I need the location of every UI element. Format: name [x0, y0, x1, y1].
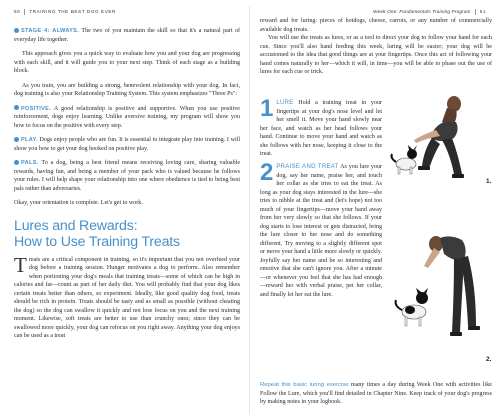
stage4-item	[14, 27, 240, 44]
left-page-number: 60	[14, 9, 21, 15]
right-intro	[260, 17, 492, 83]
bullet-icon	[14, 105, 19, 110]
paragraph: As you train, you are building a strong, benevolent relationship with your dog. In fact, dog training is also your Relationship Training System. This system emphasizes "Three Ps":	[14, 82, 240, 97]
pals-tag: PALS.	[21, 160, 39, 166]
play-text: Dogs enjoy people who are fun. It is essential to integrate play into training. I will show you how to get your dog hooked on positive play.	[14, 137, 240, 152]
section-title-line2: How to Use Training Treats	[14, 233, 180, 250]
play-tag: PLAY.	[21, 137, 38, 143]
paragraph: This approach gives you a quick way to evaluate how you and your dog are progressing with each skill, and it will guide you to your next step. Think of each stage as a building block.	[14, 51, 240, 74]
closing-line: Okay, your orientation is complete. Let's get to work.	[14, 200, 143, 206]
left-running-head	[14, 9, 116, 15]
step-1	[260, 95, 382, 159]
figure-label-2: 2.	[486, 356, 492, 363]
step-number: 2	[260, 159, 274, 186]
stage4-tag: STAGE 4: ALWAYS.	[21, 28, 80, 34]
positive-item	[14, 105, 240, 131]
play-item	[14, 136, 240, 153]
repeat-text: many times a day during Week One with activities like Follow the Lure, which you'll find detailed in Chapter Nine. Keep track of your dog's progress by making notes in your logbook.	[260, 382, 492, 405]
paragraph: reward and for luring: pieces of hotdogs, cheese, carrots, or any number of commercially available dog treats.	[260, 18, 492, 33]
pals-text: To a dog, being a best friend means receiving loving care, sharing valuable rewards, having fun, and being a member of your pack who is valued because he follows your rules. I will help shape your relationship into one where obedience is tied to being best pals rather than adversaries.	[14, 160, 240, 192]
step-text: As you lure your dog, say her name, praise her, and touch her collar as she tries to eat the treat. As long as your dog stays interested in the lure—she tries to nibble at the treat and (let's hope) not too much of your fingertips—move your hand away from her very slowly so that she follows. If your dog starts to lose interest or gets distracted, bring the lure closer to her nose and do something different. Try moving to a slightly different spot or move your hand a little more slowly or quickly. Joyfully say her name and be so interesting and emotive that she can't ignore you. After a minute—or whenever you feel that she has had enough—reward her with verbal praise, pet her collar, and finally let her eat the lure.	[260, 164, 383, 298]
bullet-icon	[14, 28, 19, 33]
positive-text: A good relationship is positive and supportive. When you use positive reinforcement, dogs enjoy learning. Unlike aversive training, my program will show you how to focus on the positive with every step.	[14, 105, 240, 129]
drop-cap: T	[14, 252, 27, 277]
right-running-head	[373, 9, 486, 15]
bullet-icon	[14, 137, 19, 142]
paragraph: You will use the treats as lures, or as a tool to direct your dog to follow your hand for each cue. Since you'll also hand feeding this week, luring will be easier; your dog will be accustomed to the idea that good things are at your fingertips. Once this act of following your hand comes naturally to her—which it will, in time—you will be able to phase out the use of lures for each cue or trick.	[260, 35, 492, 75]
stage4-text: The two of you maintain the skill so that it's a natural part of everyday life together.	[14, 28, 240, 43]
step-text: Hold a training treat in your fingertips at your dog's nose level and let her smell it. Move your hand slowly near her face, and watch as her head follows your hand. Continue to move your hand and watch as she follows with her nose, keeping it close to the treat.	[260, 100, 382, 157]
positive-tag: POSITIVE.	[21, 105, 52, 112]
bullet-icon	[14, 160, 19, 165]
repeat-paragraph	[260, 381, 492, 407]
step-heading: PRAISE AND TREAT	[276, 164, 339, 170]
left-running-title: TRAINING THE BEST DOG EVER	[29, 9, 116, 15]
lures-text: reats are a critical component in training, so it's important that you not overfeed your dog before a training session. Hunger motivates a dog to perform. Also remember when portioning your dog's meals that training treats—some of which can be high in calories and fat—count as part of her daily diet. You will probably find that your dog likes certain treats better than others, so experiment. Ideally, like good quality dog food, treats should be rich in protein. Treats should be tasty and as small as possible (without cheating the dog) so the dog can swallow it quickly and not lose focus on you and the next training moment. Likewise, soft treats are better to use than crunchy ones; since they can be swallowed more quickly, your dog can refocus on you right away. Anything your dog enjoys can be used as a treat	[14, 256, 240, 339]
right-running-title: Week One: Fundamentals Training Program	[373, 9, 471, 15]
step-2	[260, 159, 383, 299]
woman-praising-dog-photo-2	[384, 214, 496, 374]
section-title	[14, 218, 240, 250]
woman-luring-dog-photo-1	[384, 94, 496, 194]
section-title-line1: Lures and Rewards:	[14, 217, 138, 234]
pals-item	[14, 159, 240, 193]
step-number: 1	[260, 95, 274, 122]
left-body	[14, 27, 240, 347]
figure-label-1: 1.	[486, 178, 492, 185]
repeat-highlight: Repeat this basic luring exercise	[260, 382, 349, 388]
step-heading: LURE	[276, 100, 294, 106]
right-page	[250, 0, 500, 417]
right-page-number: 61	[479, 9, 486, 15]
lures-paragraph	[14, 252, 240, 341]
